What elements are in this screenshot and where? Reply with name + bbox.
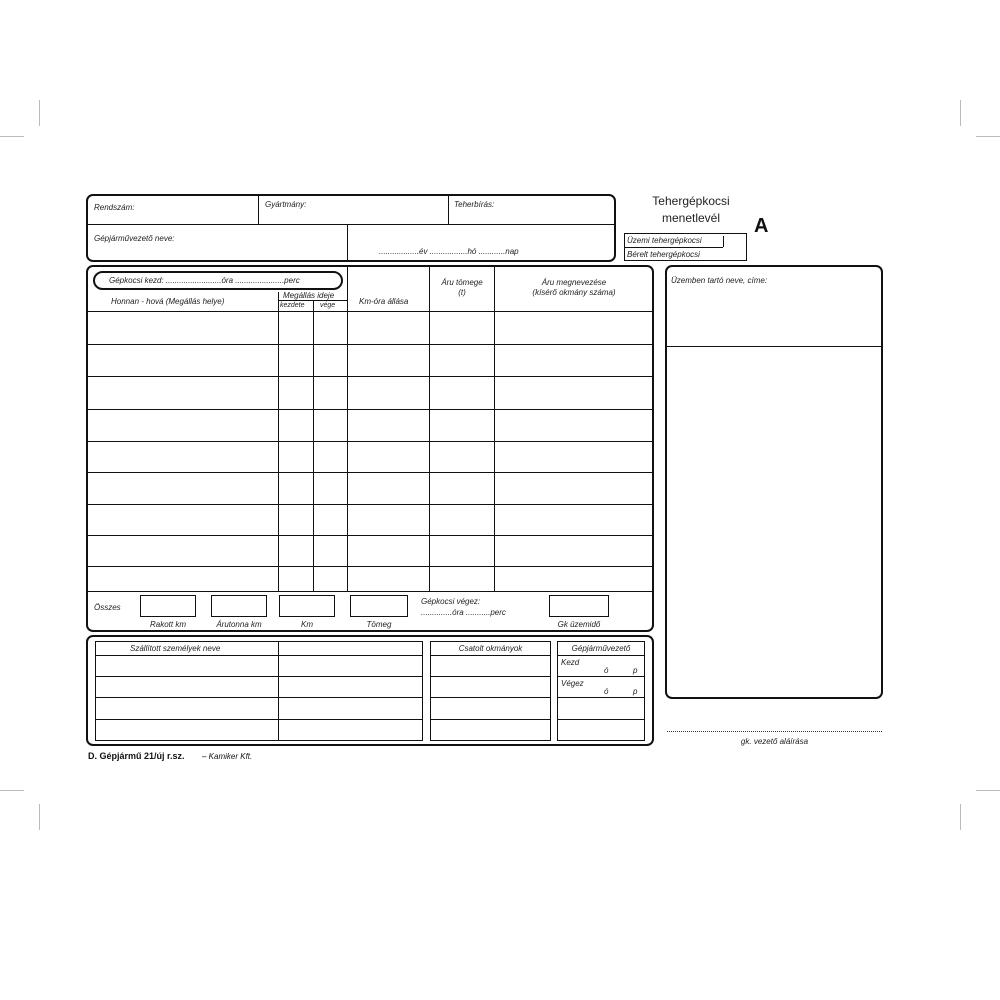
- row-line: [87, 504, 653, 505]
- tomeg-box[interactable]: [350, 595, 408, 617]
- form-letter: A: [754, 215, 769, 237]
- header-divider: [448, 195, 449, 224]
- row-line: [87, 441, 653, 442]
- col-stop-start-header: kezdete: [280, 302, 305, 309]
- col-route-header: Honnan - hová (Megállás helye): [111, 297, 225, 306]
- gk-uzemido-caption: Gk üzemidő: [557, 620, 601, 629]
- rendszam-label: Rendszám:: [94, 203, 135, 212]
- gk-uzemido-box[interactable]: [549, 595, 609, 617]
- date-line: ..................év .................hó ............nap: [379, 247, 519, 256]
- crop-mark: [0, 136, 24, 137]
- rakott-km-box[interactable]: [140, 595, 196, 617]
- header-divider: [87, 224, 615, 225]
- end-time-line: ..............óra ...........perc: [421, 608, 506, 617]
- persons-row-line: [95, 697, 423, 698]
- operator-label: Üzemben tartó neve, címe:: [671, 276, 768, 285]
- crop-mark: [0, 790, 24, 791]
- driver-vegez: Végez: [561, 679, 584, 688]
- col-weight-header: Áru tömege (t): [441, 278, 483, 297]
- row-line: [87, 472, 653, 473]
- persons-divider: [278, 641, 279, 741]
- header-box: [86, 194, 616, 262]
- col-stop-header: Megállás ideje: [283, 291, 335, 300]
- title-line-2: menetlevél: [661, 211, 721, 225]
- row-line: [87, 344, 653, 345]
- persons-row-line: [95, 719, 423, 720]
- title-line-1: Tehergépkocsi: [652, 194, 730, 208]
- option-uzemi: Üzemi tehergépkocsi: [627, 236, 702, 245]
- row-line: [87, 376, 653, 377]
- crop-mark: [976, 790, 1000, 791]
- crop-mark: [960, 804, 961, 830]
- rakott-km-caption: Rakott km: [149, 620, 186, 629]
- attached-row-line: [430, 719, 551, 720]
- row-line: [87, 591, 653, 592]
- start-time-label: Gépkocsi kezd: .........................óra ......................perc: [109, 276, 300, 285]
- operator-divider: [666, 346, 882, 347]
- driver-row-line: [557, 697, 645, 698]
- option-berelt: Bérelt tehergépkocsi: [627, 250, 700, 259]
- row-line: [87, 566, 653, 567]
- truck-type-divider: [723, 236, 724, 247]
- driver-name-label: Gépjárművezető neve:: [94, 234, 175, 243]
- attached-row-line: [430, 655, 551, 656]
- crop-mark: [960, 100, 961, 126]
- stop-header-line: [278, 300, 347, 301]
- column-line: [347, 266, 348, 591]
- teherbiras-label: Teherbírás:: [454, 200, 495, 209]
- crop-mark: [976, 136, 1000, 137]
- driver-row-line: [557, 719, 645, 720]
- column-line: [429, 266, 430, 591]
- crop-mark: [39, 804, 40, 830]
- attached-row-line: [430, 697, 551, 698]
- row-line: [87, 409, 653, 410]
- tomeg-caption: Tömeg: [366, 620, 392, 629]
- gyartmany-label: Gyártmány:: [265, 200, 307, 209]
- driver-kezd-o: ó: [604, 666, 609, 675]
- truck-type-divider: [625, 247, 723, 248]
- publisher: – Kamiker Kft.: [202, 752, 253, 761]
- km-box[interactable]: [279, 595, 335, 617]
- driver-vegez-o: ó: [604, 687, 609, 696]
- col-km-header: Km-óra állása: [359, 297, 409, 306]
- header-divider: [347, 224, 348, 261]
- end-time-label: Gépkocsi végez:: [421, 597, 481, 606]
- header-divider: [258, 195, 259, 224]
- form-code: D. Gépjármű 21/új r.sz.: [88, 751, 185, 761]
- signature-label: gk. vezető aláírása: [740, 737, 809, 746]
- attached-table: [430, 641, 551, 741]
- total-label: Összes: [94, 603, 121, 612]
- arutonna-km-box[interactable]: [211, 595, 267, 617]
- km-caption: Km: [301, 620, 313, 629]
- col-stop-end-header: vége: [320, 302, 336, 309]
- driver-header: Gépjárművezető: [571, 644, 631, 653]
- arutonna-km-caption: Árutonna km: [216, 620, 262, 629]
- operator-box: [665, 265, 883, 699]
- driver-row-line: [557, 676, 645, 677]
- driver-kezd: Kezd: [561, 658, 580, 667]
- driver-vegez-p: p: [633, 687, 638, 696]
- driver-kezd-p: p: [633, 666, 638, 675]
- col-goods-header: Áru megnevezése (kísérő okmány száma): [532, 278, 616, 297]
- persons-row-line: [95, 676, 423, 677]
- persons-row-line: [95, 655, 423, 656]
- attached-header: Csatolt okmányok: [458, 644, 523, 653]
- row-line: [87, 535, 653, 536]
- persons-table: [95, 641, 423, 741]
- driver-row-line: [557, 655, 645, 656]
- persons-header: Szállított személyek neve: [130, 644, 221, 653]
- document-title: [636, 193, 746, 227]
- attached-row-line: [430, 676, 551, 677]
- signature-line: [667, 731, 882, 732]
- crop-mark: [39, 100, 40, 126]
- driver-table: [557, 641, 645, 741]
- trip-table: [86, 265, 654, 632]
- column-line: [494, 266, 495, 591]
- row-line: [87, 311, 653, 312]
